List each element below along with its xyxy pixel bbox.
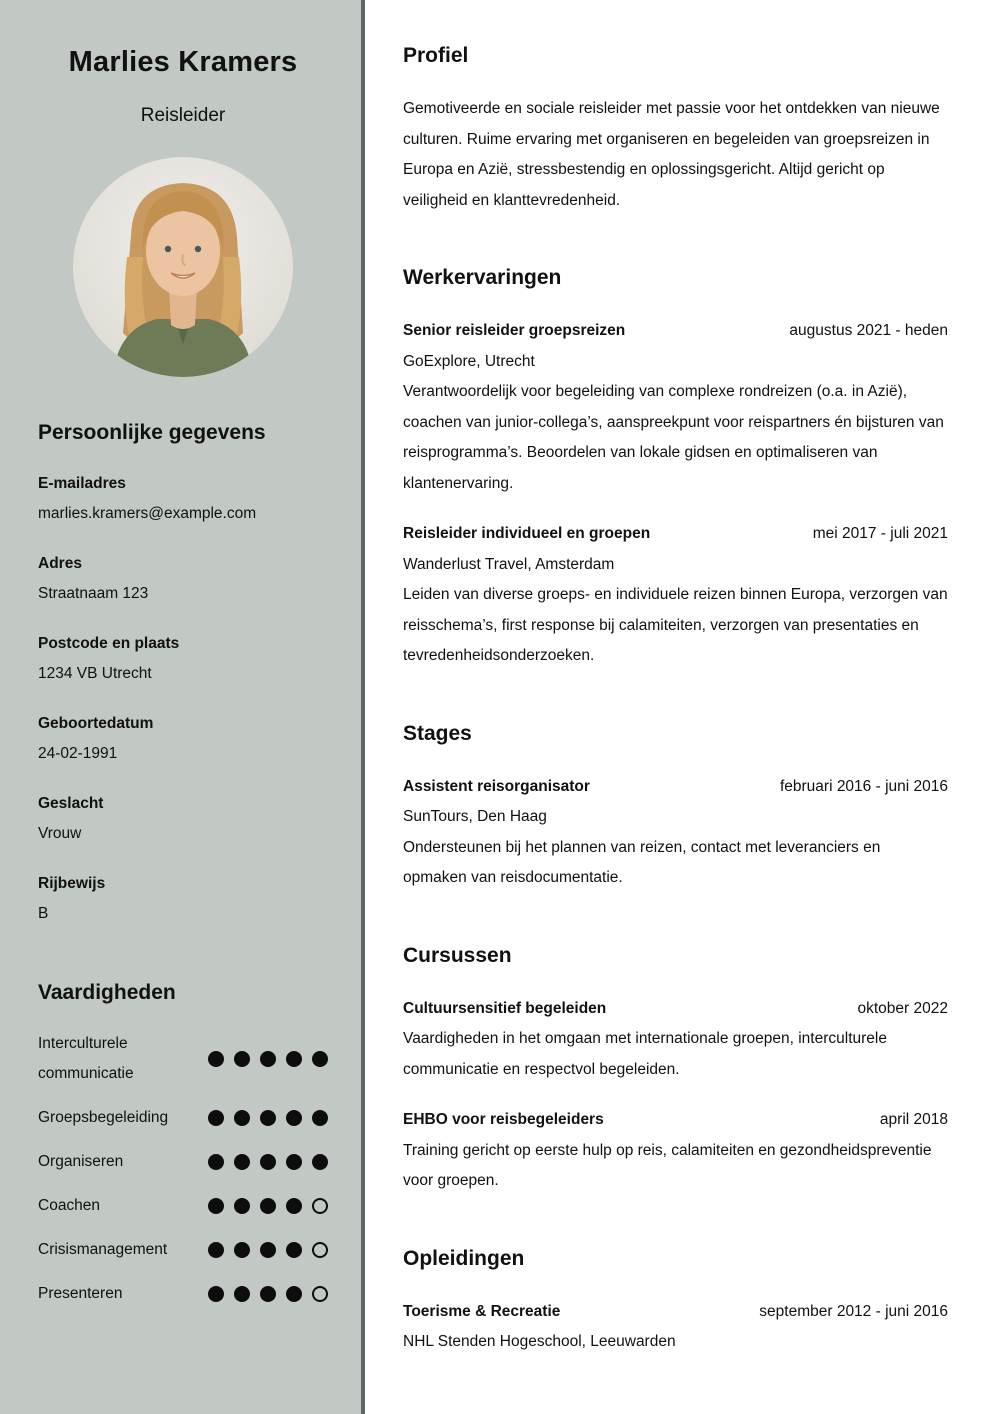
personal-field xyxy=(38,469,328,529)
skill-label: Organiseren xyxy=(38,1153,124,1170)
entry-header xyxy=(403,316,948,347)
skill-level-dots xyxy=(208,1051,328,1067)
entry-header xyxy=(403,1105,948,1136)
personal-details-section xyxy=(38,421,328,929)
skill-dot-filled xyxy=(312,1051,328,1067)
skill-dot-filled xyxy=(234,1286,250,1302)
entry-description: Verantwoordelijk voor begeleiding van complexe rondreizen (o.a. in Azië), coachen van junior-collega’s, aanspreekpunt voor reispartners én bijsturen van reisprogramma’s. Beoordelen van lokale gidsen en optimaliseren van klantenervaring. xyxy=(403,383,944,492)
skill-level-dots xyxy=(208,1286,328,1302)
section-cursussen xyxy=(403,944,948,1197)
skill-row xyxy=(38,1279,328,1309)
skill-dot-filled xyxy=(260,1051,276,1067)
skill-level-dots xyxy=(208,1198,328,1214)
skill-dot-filled xyxy=(312,1110,328,1126)
skill-dot-filled xyxy=(260,1154,276,1170)
entry-company: SunTours, Den Haag xyxy=(403,808,547,825)
skill-level-dots xyxy=(208,1154,328,1170)
person-job-title: Reisleider xyxy=(140,105,226,126)
entry-header xyxy=(403,1297,948,1328)
entry-header xyxy=(403,772,948,803)
personal-details-heading: Persoonlijke gegevens xyxy=(38,421,266,444)
entry-header xyxy=(403,994,948,1025)
field-value: 24-02-1991 xyxy=(38,745,118,762)
skill-dot-filled xyxy=(208,1198,224,1214)
entry-description: Ondersteunen bij het plannen van reizen, contact met leveranciers en opmaken van reisdocumentatie. xyxy=(403,838,881,886)
field-label: Adres xyxy=(38,555,82,572)
entry-description: Vaardigheden in het omgaan met internationale groepen, interculturele communicatie en respectvol begeleiden. xyxy=(403,1030,887,1078)
entry xyxy=(403,1105,948,1197)
skill-label: Interculturele communicatie xyxy=(38,1035,134,1082)
entry-header xyxy=(403,519,948,550)
field-label: Geboortedatum xyxy=(38,715,154,732)
skill-dot-filled xyxy=(260,1242,276,1258)
entry-title: Toerisme & Recreatie xyxy=(403,1302,561,1320)
skill-label: Groepsbegeleiding xyxy=(38,1109,169,1126)
skill-dot-filled xyxy=(260,1198,276,1214)
entry-date: augustus 2021 - heden xyxy=(789,322,948,339)
skill-dot-filled xyxy=(234,1242,250,1258)
skill-label: Presenteren xyxy=(38,1285,123,1302)
skill-dot-filled xyxy=(234,1198,250,1214)
entry xyxy=(403,772,948,894)
field-value: 1234 VB Utrecht xyxy=(38,665,152,682)
field-label: Geslacht xyxy=(38,795,104,812)
entry xyxy=(403,1297,948,1358)
personal-fields-list xyxy=(38,469,328,929)
field-value: Straatnaam 123 xyxy=(38,585,149,602)
section-opleidingen xyxy=(403,1247,948,1358)
entry-date: oktober 2022 xyxy=(857,999,948,1017)
section-profiel xyxy=(403,44,948,216)
section-paragraph: Gemotiveerde en sociale reisleider met passie voor het ontdekken van nieuwe culturen. Ruime ervaring met organiseren en begeleiden van groepsreizen in Europa en Azië, stressbestendig en oplossingsgericht. Altijd gericht op veiligheid en klanttevredenheid. xyxy=(403,100,940,209)
skill-dot-filled xyxy=(312,1154,328,1170)
skill-dot-filled xyxy=(234,1154,250,1170)
section-heading: Cursussen xyxy=(403,943,512,967)
personal-field xyxy=(38,869,328,929)
skill-dot-filled xyxy=(208,1051,224,1067)
skill-dot-filled xyxy=(260,1110,276,1126)
skill-dot-filled xyxy=(286,1198,302,1214)
main-content xyxy=(365,0,1000,1414)
section-heading: Stages xyxy=(403,721,472,745)
personal-field xyxy=(38,709,328,769)
entry xyxy=(403,519,948,672)
skill-row xyxy=(38,1235,328,1265)
profile-photo xyxy=(73,157,293,377)
skill-row xyxy=(38,1029,328,1089)
skill-label: Coachen xyxy=(38,1197,101,1214)
entry-company: Wanderlust Travel, Amsterdam xyxy=(403,555,615,573)
skills-section xyxy=(38,981,328,1309)
skill-dot-filled xyxy=(286,1242,302,1258)
skill-label: Crisismanagement xyxy=(38,1241,168,1258)
entry-title: Cultuursensitief begeleiden xyxy=(403,999,607,1017)
skill-row xyxy=(38,1103,328,1133)
entry-date: februari 2016 - juni 2016 xyxy=(779,777,948,795)
skill-dot-filled xyxy=(286,1051,302,1067)
entry-date: mei 2017 - juli 2021 xyxy=(812,525,948,542)
portrait-illustration xyxy=(73,157,293,377)
skills-heading: Vaardigheden xyxy=(38,981,176,1004)
field-label: E-mailadres xyxy=(38,475,126,492)
skill-level-dots xyxy=(208,1110,328,1126)
skills-list xyxy=(38,1029,328,1309)
skill-dot-filled xyxy=(208,1154,224,1170)
skill-dot-filled xyxy=(234,1110,250,1126)
skill-dot-filled xyxy=(286,1154,302,1170)
skill-dot-filled xyxy=(208,1286,224,1302)
entry-description: Leiden van diverse groeps- en individuele reizen binnen Europa, verzorgen van reisschema’s, first response bij calamiteiten, verzorgen van presentaties en tevredenheidsonderzoeken. xyxy=(403,586,948,664)
entry-title: Reisleider individueel en groepen xyxy=(403,525,651,542)
entry xyxy=(403,994,948,1086)
section-heading: Werkervaringen xyxy=(403,266,562,289)
entry-description: Training gericht op eerste hulp op reis, calamiteiten en gezondheidspreventie voor groepen. xyxy=(403,1141,932,1189)
field-value: B xyxy=(38,905,49,922)
field-label: Postcode en plaats xyxy=(38,635,180,652)
personal-field xyxy=(38,549,328,609)
skill-row xyxy=(38,1191,328,1221)
skill-dot-filled xyxy=(286,1286,302,1302)
section-heading: Profiel xyxy=(403,44,469,67)
section-stages xyxy=(403,722,948,894)
skill-row xyxy=(38,1147,328,1177)
skill-dot-empty xyxy=(312,1198,328,1214)
entry xyxy=(403,316,948,499)
skill-dot-filled xyxy=(208,1110,224,1126)
skill-level-dots xyxy=(208,1242,328,1258)
person-name: Marlies Kramers xyxy=(68,46,298,78)
skill-dot-filled xyxy=(208,1242,224,1258)
field-value: Vrouw xyxy=(38,825,82,842)
personal-field xyxy=(38,629,328,689)
sidebar xyxy=(0,0,361,1414)
skill-dot-empty xyxy=(312,1242,328,1258)
entry-date: september 2012 - juni 2016 xyxy=(759,1302,948,1320)
section-werkervaringen xyxy=(403,266,948,672)
entry-title: EHBO voor reisbegeleiders xyxy=(403,1111,604,1128)
entry-company: NHL Stenden Hogeschool, Leeuwarden xyxy=(403,1333,676,1350)
personal-field xyxy=(38,789,328,849)
entry-title: Senior reisleider groepsreizen xyxy=(403,322,626,339)
entry-date: april 2018 xyxy=(879,1111,948,1128)
skill-dot-filled xyxy=(234,1051,250,1067)
skill-dot-filled xyxy=(286,1110,302,1126)
sections-container xyxy=(403,44,948,1358)
entry-company: GoExplore, Utrecht xyxy=(403,352,535,370)
skill-dot-empty xyxy=(312,1286,328,1302)
field-value: marlies.kramers@example.com xyxy=(38,505,257,522)
field-label: Rijbewijs xyxy=(38,875,106,892)
entry-title: Assistent reisorganisator xyxy=(403,777,590,795)
section-heading: Opleidingen xyxy=(403,1246,525,1270)
skill-dot-filled xyxy=(260,1286,276,1302)
